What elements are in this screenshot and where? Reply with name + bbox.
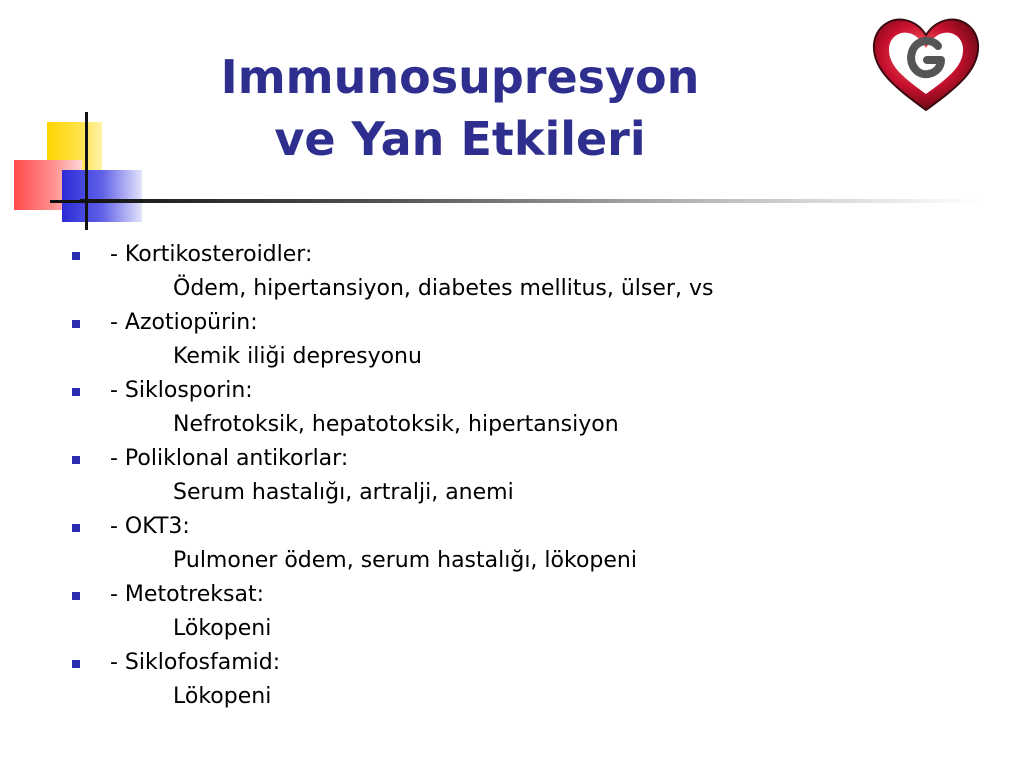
list-item: [70, 510, 970, 578]
item-label: - OKT3:: [110, 514, 190, 539]
bullet-icon: [72, 252, 80, 260]
list-item: [70, 578, 970, 646]
bullet-icon: [72, 456, 80, 464]
item-label: - Poliklonal antikorlar:: [110, 446, 349, 471]
bullet-list: [70, 238, 970, 714]
bullet-icon: [72, 524, 80, 532]
item-label: - Siklofosfamid:: [110, 650, 281, 675]
item-detail: Serum hastalığı, artralji, anemi: [173, 480, 514, 505]
bullet-icon: [72, 660, 80, 668]
blue-rectangle: [62, 170, 142, 222]
heart-g-logo-icon: [866, 8, 986, 118]
list-item: [70, 374, 970, 442]
title-divider: [80, 199, 980, 203]
item-detail: Lökopeni: [173, 684, 272, 709]
item-detail: Lökopeni: [173, 616, 272, 641]
list-item: [70, 306, 970, 374]
list-item: [70, 646, 970, 714]
list-item: [70, 238, 970, 306]
item-detail: Nefrotoksik, hepatotoksik, hipertansiyon: [173, 412, 619, 437]
item-label: - Metotreksat:: [110, 582, 264, 607]
bullet-icon: [72, 592, 80, 600]
item-label: - Siklosporin:: [110, 378, 253, 403]
title-line-2: ve Yan Etkileri: [274, 112, 646, 166]
list-item: [70, 442, 970, 510]
vertical-line: [85, 112, 88, 230]
bullet-icon: [72, 388, 80, 396]
item-label: - Azotiopürin:: [110, 310, 258, 335]
slide-title: [140, 46, 780, 170]
item-detail: Ödem, hipertansiyon, diabetes mellitus, ülser, vs: [173, 276, 714, 301]
item-label: - Kortikosteroidler:: [110, 242, 313, 267]
item-detail: Pulmoner ödem, serum hastalığı, lökopeni: [173, 548, 637, 573]
title-line-1: Immunosupresyon: [220, 50, 700, 104]
bullet-icon: [72, 320, 80, 328]
item-detail: Kemik iliği depresyonu: [173, 344, 422, 369]
